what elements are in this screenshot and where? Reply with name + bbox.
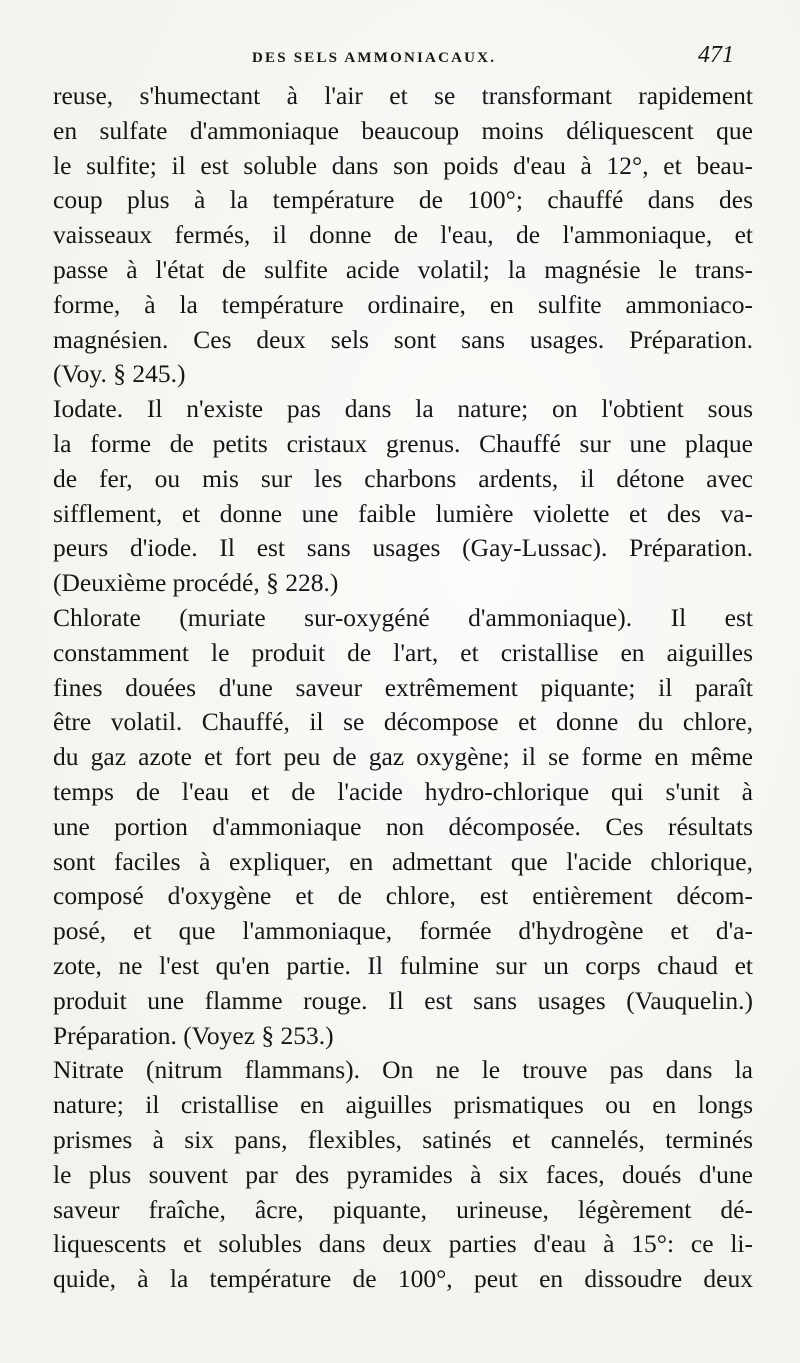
text-line: (Voy. § 245.)	[53, 359, 186, 389]
text-line: posé, et que l'ammoniaque, formée d'hydrogène et d'a-	[53, 916, 753, 946]
text-line: passe à l'état de sulfite acide volatil; la magnésie le trans-	[53, 255, 753, 284]
text-line: prismes à six pans, flexibles, satinés et cannelés, terminés	[53, 1125, 753, 1154]
text-line: sont faciles à expliquer, en admettant que l'acide chlorique,	[53, 846, 753, 876]
text-line: Nitrate (nitrum flammans). On ne le trouve pas dans la	[53, 1055, 753, 1085]
text-line: forme, à la température ordinaire, en sulfite ammoniaco-	[53, 289, 753, 319]
text-line: coup plus à la température de 100°; chauffé dans des	[53, 185, 753, 215]
text-line: magnésien. Ces deux sels sont sans usages. Préparation.	[53, 324, 753, 354]
text-line: une portion d'ammoniaque non décomposée. Ces résultats	[53, 811, 753, 841]
text-line: Préparation. (Voyez § 253.)	[53, 1020, 334, 1050]
text-line: fines douées d'une saveur extrêmement piquante; il paraît	[53, 672, 753, 702]
text-line: produit une flamme rouge. Il est sans usages (Vauquelin.)	[53, 985, 753, 1015]
text-line: être volatil. Chauffé, il se décompose et donne du chlore,	[53, 707, 753, 737]
text-line: de fer, ou mis sur les charbons ardents, il détone avec	[53, 463, 753, 493]
text-line: quide, à la température de 100°, peut en dissoudre deux	[53, 1264, 753, 1294]
text-line: liquescents et solubles dans deux parties d'eau à 15°: ce li-	[53, 1229, 753, 1259]
text-line: en sulfate d'ammoniaque beaucoup moins déliquescent que	[53, 115, 753, 145]
text-line: vaisseaux fermés, il donne de l'eau, de l'ammoniaque, et	[53, 220, 753, 250]
running-head: DES SELS AMMONIACAUX.	[252, 50, 497, 66]
text-line: Iodate. Il n'existe pas dans la nature; on l'obtient sous	[53, 394, 753, 424]
text-line: la forme de petits cristaux grenus. Chauffé sur une plaque	[53, 429, 753, 458]
text-line: du gaz azote et fort peu de gaz oxygène; il se forme en même	[53, 742, 753, 772]
text-line: Chlorate (muriate sur-oxygéné d'ammoniaque). Il est	[53, 603, 753, 632]
text-line: composé d'oxygène et de chlore, est entièrement décom-	[53, 881, 753, 911]
page-number: 471	[698, 42, 734, 68]
text-line: (Deuxième procédé, § 228.)	[53, 568, 339, 598]
text-line: reuse, s'humectant à l'air et se transformant rapidement	[53, 81, 753, 110]
text-line: constamment le produit de l'art, et cristallise en aiguilles	[53, 637, 753, 667]
text-line: le sulfite; il est soluble dans son poids d'eau à 12°, et beau-	[53, 150, 753, 180]
text-line: saveur fraîche, âcre, piquante, urineuse, légèrement dé-	[53, 1194, 753, 1224]
page-header	[0, 42, 800, 82]
text-line: peurs d'iode. Il est sans usages (Gay-Lussac). Préparation.	[53, 533, 753, 563]
text-line: sifflement, et donne une faible lumière violette et des va-	[53, 498, 753, 528]
text-line: nature; il cristallise en aiguilles prismatiques ou en longs	[53, 1090, 753, 1120]
text-line: le plus souvent par des pyramides à six faces, doués d'une	[53, 1159, 753, 1189]
text-line: zote, ne l'est qu'en partie. Il fulmine sur un corps chaud et	[53, 951, 753, 980]
text-line: temps de l'eau et de l'acide hydro-chlorique qui s'unit à	[53, 777, 753, 806]
